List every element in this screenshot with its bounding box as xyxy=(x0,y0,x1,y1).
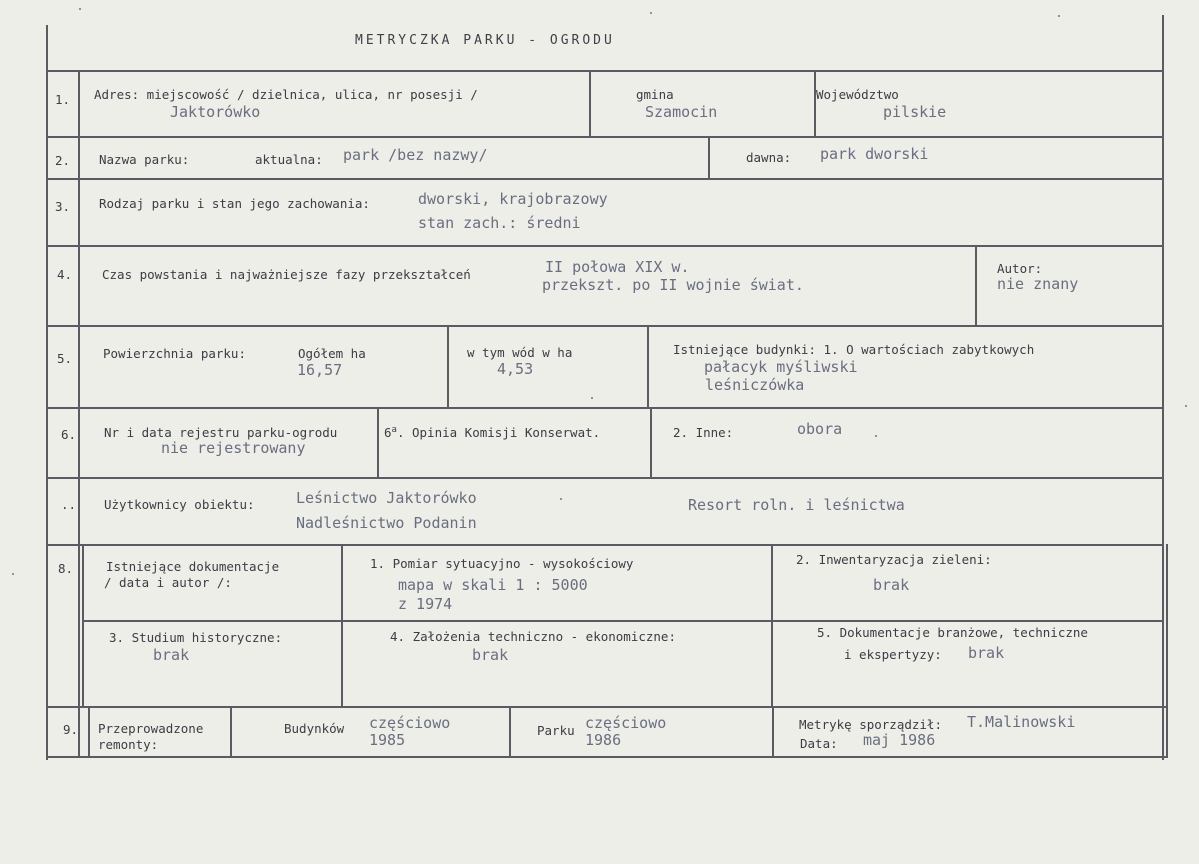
park-type-label: Rodzaj parku i stan jego zachowania: xyxy=(99,196,370,211)
greenery-value: brak xyxy=(873,576,910,594)
row-number: 8. xyxy=(58,561,74,576)
cell-divider xyxy=(341,544,343,706)
user-value: Nadleśnictwo Podanin xyxy=(296,514,477,532)
row-divider xyxy=(48,178,1163,180)
cell-divider xyxy=(230,706,232,758)
date-value: maj 1986 xyxy=(863,731,936,749)
former-name-value: park dworski xyxy=(820,145,929,163)
commission-opinion-label xyxy=(384,425,600,441)
area-label: Powierzchnia parku: xyxy=(103,346,246,361)
scan-speck xyxy=(12,573,14,575)
cell-divider xyxy=(447,325,449,407)
opinion-number: 6 xyxy=(384,425,392,441)
scan-speck xyxy=(1185,405,1187,407)
cell-divider xyxy=(708,136,710,178)
register-value: nie rejestrowany xyxy=(161,439,306,457)
scan-speck xyxy=(591,397,593,399)
buildings-renov-value: częściowo xyxy=(369,714,451,732)
current-name-label: aktualna: xyxy=(255,152,323,167)
address-label: Adres: miejscowość / dzielnica, ulica, nr posesji / xyxy=(94,87,478,102)
park-type-value: dworski, krajobrazowy xyxy=(418,190,608,208)
documentation-label: Istniejące dokumentacje xyxy=(106,559,280,574)
current-name-value: park /bez nazwy/ xyxy=(343,146,488,164)
total-area-label: Ogółem ha xyxy=(298,346,366,361)
address-value: Jaktorówko xyxy=(170,103,261,121)
prepared-by-value: T.Malinowski xyxy=(967,713,1076,731)
scan-speck xyxy=(79,8,81,10)
row-number: 5. xyxy=(57,351,73,366)
row-divider xyxy=(48,325,1163,327)
water-area-value: 4,53 xyxy=(497,360,534,378)
frame-right xyxy=(1162,15,1164,760)
cell-divider xyxy=(377,407,379,477)
scan-speck xyxy=(650,12,652,14)
row-number: .. xyxy=(61,497,77,512)
row-divider xyxy=(48,407,1163,409)
buildings-renov-label: Budynków xyxy=(284,721,345,736)
prepared-by-label: Metrykę sporządził: xyxy=(799,717,942,732)
renovation-label: remonty: xyxy=(98,737,159,752)
row-number: 9. xyxy=(63,722,79,737)
former-name-label: dawna: xyxy=(746,150,792,165)
document-title: METRYCZKA PARKU - OGRODU xyxy=(355,33,615,48)
buildings-renov-year: 1985 xyxy=(369,731,406,749)
total-area-value: 16,57 xyxy=(297,361,343,379)
building-value: leśniczówka xyxy=(705,376,805,394)
park-name-label: Nazwa parku: xyxy=(99,152,190,167)
scan-speck xyxy=(875,435,877,437)
cell-divider xyxy=(650,407,652,477)
row-divider xyxy=(48,544,1163,546)
survey-year-value: z 1974 xyxy=(398,595,453,613)
cell-divider xyxy=(589,70,591,136)
voivodeship-value: pilskie xyxy=(883,103,947,121)
row-number: 1. xyxy=(55,92,71,107)
cell-divider xyxy=(975,245,977,325)
author-label: Autor: xyxy=(997,261,1043,276)
cell-divider xyxy=(82,544,84,706)
row-divider xyxy=(48,706,1168,708)
greenery-label: 2. Inwentaryzacja zieleni: xyxy=(796,552,992,567)
author-value: nie znany xyxy=(997,275,1079,293)
technical-label: 4. Założenia techniczno - ekonomiczne: xyxy=(390,629,676,644)
branch-docs-label: i ekspertyzy: xyxy=(844,647,942,662)
user-value: Leśnictwo Jaktorówko xyxy=(296,489,477,507)
register-label: Nr i data rejestru parku-ogrodu xyxy=(104,425,338,440)
opinion-text: . Opinia Komisji Konserwat. xyxy=(396,425,601,441)
cell-divider xyxy=(88,706,90,758)
opinion-superscript: a xyxy=(391,425,397,435)
water-area-label: w tym wód w ha xyxy=(467,345,573,360)
survey-label: 1. Pomiar sytuacyjno - wysokościowy xyxy=(370,556,634,571)
renovation-label: Przeprowadzone xyxy=(98,721,204,736)
voivodeship-label: Województwo xyxy=(816,87,899,102)
row-number: 2. xyxy=(55,153,71,168)
origin-value: II połowa XIX w. xyxy=(545,258,690,276)
history-study-value: brak xyxy=(153,646,190,664)
history-study-label: 3. Studium historyczne: xyxy=(109,630,283,645)
cell-divider xyxy=(771,544,773,706)
building-value: pałacyk myśliwski xyxy=(704,358,858,376)
row-number: 6. xyxy=(61,427,77,442)
row-divider xyxy=(82,620,1163,622)
department-value: Resort roln. i leśnictwa xyxy=(688,496,905,514)
users-label: Użytkownicy obiektu: xyxy=(104,497,255,512)
cell-divider xyxy=(814,70,816,136)
condition-value: stan zach.: średni xyxy=(418,214,581,232)
branch-docs-label: 5. Dokumentacje branżowe, techniczne xyxy=(817,625,1088,640)
row-divider xyxy=(48,136,1163,138)
scan-speck xyxy=(1058,15,1060,17)
row-divider xyxy=(48,756,1168,758)
survey-value: mapa w skali 1 : 5000 xyxy=(398,576,588,594)
row-divider xyxy=(48,245,1163,247)
park-renov-value: częściowo xyxy=(585,714,667,732)
gmina-value: Szamocin xyxy=(645,103,718,121)
cell-divider xyxy=(1166,544,1168,758)
other-value: obora xyxy=(797,420,843,438)
documentation-label: / data i autor /: xyxy=(104,575,232,590)
scan-speck xyxy=(560,498,562,500)
cell-divider xyxy=(772,706,774,758)
transformation-value: przekszt. po II wojnie świat. xyxy=(542,276,804,294)
park-renov-year: 1986 xyxy=(585,731,622,749)
buildings-label: Istniejące budynki: 1. O wartościach zabytkowych xyxy=(673,342,1035,357)
other-label: 2. Inne: xyxy=(673,425,734,440)
cell-divider xyxy=(509,706,511,758)
row-divider xyxy=(48,477,1163,479)
gmina-label: gmina xyxy=(636,87,674,102)
branch-docs-value: brak xyxy=(968,644,1005,662)
park-renov-label: Parku xyxy=(537,723,575,738)
origin-label: Czas powstania i najważniejsze fazy przekształceń xyxy=(102,267,471,282)
technical-value: brak xyxy=(472,646,509,664)
row-number: 3. xyxy=(55,199,71,214)
date-label: Data: xyxy=(800,736,838,751)
cell-divider xyxy=(647,325,649,407)
number-column-divider xyxy=(78,70,80,758)
row-number: 4. xyxy=(57,267,73,282)
row-divider xyxy=(48,70,1163,72)
